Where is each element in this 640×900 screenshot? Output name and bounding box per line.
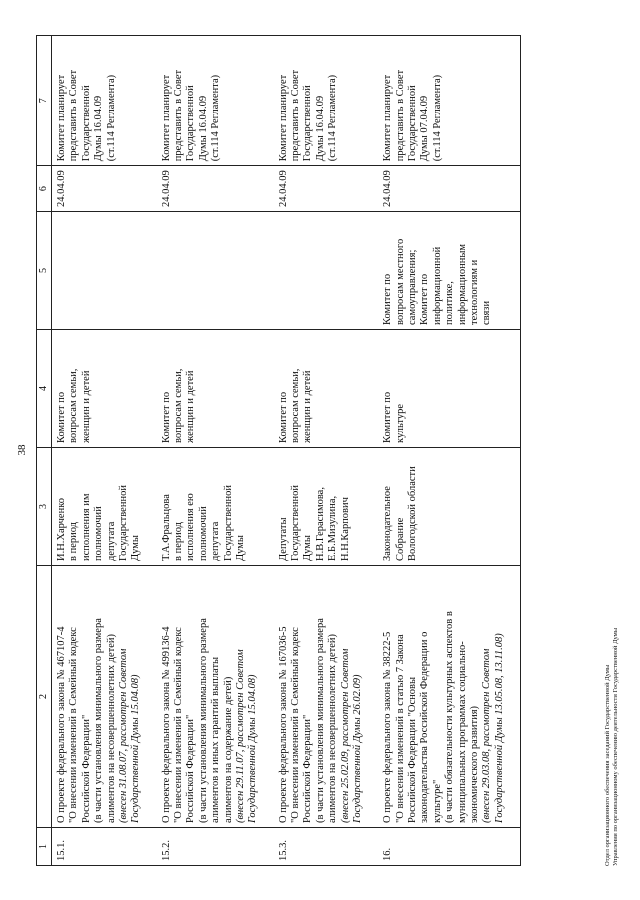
bill-title-line: муниципальных программах социально- [456, 641, 468, 823]
committee-line: женщин и детей [302, 370, 314, 443]
co-committee-line: Комитет по [382, 273, 394, 325]
committee-line: Комитет по [56, 391, 67, 443]
committee-line: культуре [394, 404, 406, 443]
bill-author-line: Депутаты [277, 517, 289, 561]
bill-title-line: "О внесении изменений в статью 7 Закона [394, 634, 406, 823]
table-header [37, 36, 52, 866]
bill-title-line: О проекте федерального закона № 499136-4 [160, 626, 172, 823]
committee-line: вопросам семьи, [68, 368, 80, 443]
plan-line: (ст.114 Регламента) [327, 74, 339, 162]
bill-author-line: Государственной [117, 485, 129, 561]
bill-title-line: "О внесении изменений в Семейный кодекс [68, 627, 80, 823]
plan-line: Комитет планирует [160, 74, 172, 162]
bill-title-line: О проекте федерального закона № 167036-5 [277, 626, 289, 823]
table-row [52, 36, 157, 866]
header-col-6: 6 [37, 166, 52, 212]
committee-line: Комитет по [160, 391, 172, 443]
plan-line: Думы 16.04.09 [197, 95, 209, 162]
plan-line: Комитет планирует [382, 74, 394, 162]
header-col-1: 1 [37, 828, 52, 866]
bill-author-line: депутата [105, 521, 117, 561]
committee-line: женщин и детей [185, 370, 197, 443]
responsible-committee [52, 330, 157, 448]
table-row [157, 36, 274, 866]
agenda-table [36, 35, 521, 866]
table-body [52, 36, 521, 866]
bill-title-line: (в части установления минимального размера [93, 618, 105, 823]
plan-line: Государственной [185, 85, 197, 162]
bill-title-line: законодательства Российской Федерации о [419, 631, 431, 823]
bill-author-line: в период [173, 521, 184, 561]
bill-title-line: О проекте федерального закона № 467107-4 [56, 626, 67, 823]
bill-title-line: (внесен 29.03.08, рассмотрен Советом [481, 648, 493, 823]
row-number-text: 16. [382, 847, 394, 861]
row-number-text: 15.3. [277, 840, 289, 861]
plan-line: представить в Совет [173, 69, 184, 162]
header-col-3: 3 [37, 448, 52, 566]
bill-title-line: Государственной Думы 13.05.08, 13.11.08) [493, 633, 505, 823]
co-committee-line: технологиям и [468, 259, 480, 325]
bill-author-line: Законодательное [382, 486, 394, 561]
plan-line: представить в Совет [290, 69, 301, 162]
table-row [274, 36, 379, 866]
committee-plan [52, 36, 157, 166]
committee-plan [378, 36, 520, 166]
plan-line: Думы 16.04.09 [93, 95, 105, 162]
bill-author-line: в период [68, 521, 80, 561]
bill-title-line: Российской Федерации" [185, 714, 197, 823]
bill-author [378, 448, 520, 566]
co-committee-line: самоуправления; [407, 249, 418, 325]
bill-author-line: И.Н.Харченко [56, 497, 67, 561]
row-number [157, 828, 274, 866]
bill-title-line: алиментов на несовершеннолетних детей) [105, 633, 117, 823]
header-col-7: 7 [37, 36, 52, 166]
bill-title [157, 566, 274, 828]
committee-line: Комитет по [277, 391, 289, 443]
co-committee-line: информационной [431, 246, 443, 325]
bill-author [52, 448, 157, 566]
bill-title [274, 566, 379, 828]
plan-line: (ст.114 Регламента) [210, 74, 222, 162]
co-committee-line: Комитет по [419, 273, 431, 325]
bill-author-line: Думы [302, 535, 314, 561]
plan-line: Думы 16.04.09 [314, 95, 326, 162]
bill-author-line: Государственной [290, 485, 301, 561]
bill-author-line: Думы [234, 535, 246, 561]
deadline-date [157, 166, 274, 212]
bill-title-line: Российской Федерации" [302, 714, 314, 823]
co-committee-line: политике, [444, 281, 456, 325]
bill-title-line: алиментов на содержание детей) [222, 676, 234, 823]
bill-author-line: исполнения ею [185, 493, 197, 561]
responsible-committee [274, 330, 379, 448]
co-committee-line: вопросам местного [394, 238, 406, 325]
bill-title-line: культуре" [431, 779, 443, 823]
bill-title-line: (в части обязательности культурных аспектов в [444, 611, 456, 823]
co-executor-committee [274, 212, 379, 330]
table-row [378, 36, 520, 866]
plan-line: представить в Совет [68, 69, 80, 162]
bill-title-line: Государственной Думы 26.02.09) [351, 674, 363, 823]
bill-author [274, 448, 379, 566]
plan-line: (ст.114 Регламента) [431, 74, 443, 162]
header-col-4: 4 [37, 330, 52, 448]
footer-line-2: Управления по организационному обеспечению деятельности Государственной Думы [612, 627, 620, 866]
plan-line: Комитет планирует [277, 74, 289, 162]
plan-line: Комитет планирует [56, 74, 67, 162]
plan-line: (ст.114 Регламента) [105, 74, 117, 162]
row-number [378, 828, 520, 866]
co-executor-committee [52, 212, 157, 330]
bill-title-line: Российской Федерации" [80, 714, 92, 823]
bill-title-line: Российской Федерации "Основы [407, 677, 418, 823]
bill-title-line: (внесен 25.02.09, рассмотрен Советом [339, 648, 351, 823]
committee-line: вопросам семьи, [173, 368, 184, 443]
deadline-date-text: 24.04.09 [56, 170, 67, 207]
plan-line: Думы 07.04.09 [419, 95, 431, 162]
bill-author-line: полномочий [197, 506, 209, 561]
responsible-committee [378, 330, 520, 448]
bill-author-line: полномочий [93, 506, 105, 561]
co-committee-line: информационным [456, 243, 468, 325]
bill-author-line: Т.А.Фральцова [160, 494, 172, 561]
bill-author-line: Государственной [222, 485, 234, 561]
deadline-date [52, 166, 157, 212]
bill-title-line: "О внесении изменений в Семейный кодекс [290, 627, 301, 823]
row-number [52, 828, 157, 866]
row-number-text: 15.2. [160, 840, 172, 861]
bill-title-line: (в части установления минимального размера [314, 618, 326, 823]
deadline-date [274, 166, 379, 212]
co-committee-line: связи [481, 300, 493, 325]
bill-title [378, 566, 520, 828]
header-col-5: 5 [37, 212, 52, 330]
bill-title-line: "О внесении изменений в Семейный кодекс [173, 627, 184, 823]
co-executor-committee [378, 212, 520, 330]
committee-line: женщин и детей [80, 370, 92, 443]
deadline-date [378, 166, 520, 212]
bill-title-line: (в части установления минимального размера [197, 618, 209, 823]
bill-title-line: алиментов на несовершеннолетних детей) [327, 633, 339, 823]
committee-plan [274, 36, 379, 166]
bill-author-line: Собрание [394, 517, 406, 561]
plan-line: Государственной [302, 85, 314, 162]
plan-line: Государственной [407, 85, 418, 162]
plan-line: представить в Совет [394, 69, 406, 162]
bill-author-line: Н.В.Герасимова, [314, 487, 326, 561]
bill-title [52, 566, 157, 828]
bill-title-line: алиментов и иных гарантий выплаты [210, 656, 222, 823]
row-number [274, 828, 379, 866]
committee-plan [157, 36, 274, 166]
bill-author-line: Вологодской области [407, 466, 418, 561]
footer [604, 628, 620, 866]
deadline-date-text: 24.04.09 [277, 170, 289, 207]
bill-author-line: депутата [210, 521, 222, 561]
bill-author-line: Е.Б.Мизулина, [327, 495, 339, 561]
bill-author [157, 448, 274, 566]
bill-title-line: экономического развития) [468, 705, 480, 823]
page-number: 38 [16, 444, 28, 456]
responsible-committee [157, 330, 274, 448]
bill-title-line: (внесен 31.08.07, рассмотрен Советом [117, 648, 129, 823]
co-executor-committee [157, 212, 274, 330]
committee-line: вопросам семьи, [290, 368, 301, 443]
bill-title-line: Государственной Думы 15.04.08) [247, 674, 259, 823]
bill-title-line: (внесен 29.11.07, рассмотрен Советом [234, 649, 246, 823]
deadline-date-text: 24.04.09 [382, 170, 394, 207]
header-row [37, 36, 52, 866]
bill-title-line: О проекте федерального закона № 38222-5 [382, 631, 394, 823]
deadline-date-text: 24.04.09 [160, 170, 172, 207]
bill-author-line: исполнения им [80, 493, 92, 561]
footer-line-1: Отдел организационного обеспечения заседаний Государственной Думы [604, 664, 611, 866]
committee-line: Комитет по [382, 391, 394, 443]
bill-author-line: Н.Н.Карпович [339, 497, 351, 561]
bill-title-line: Государственной Думы 15.04.08) [130, 674, 142, 823]
bill-author-line: Думы [130, 535, 142, 561]
plan-line: Государственной [80, 85, 92, 162]
row-number-text: 15.1. [56, 840, 67, 861]
header-col-2: 2 [37, 566, 52, 828]
